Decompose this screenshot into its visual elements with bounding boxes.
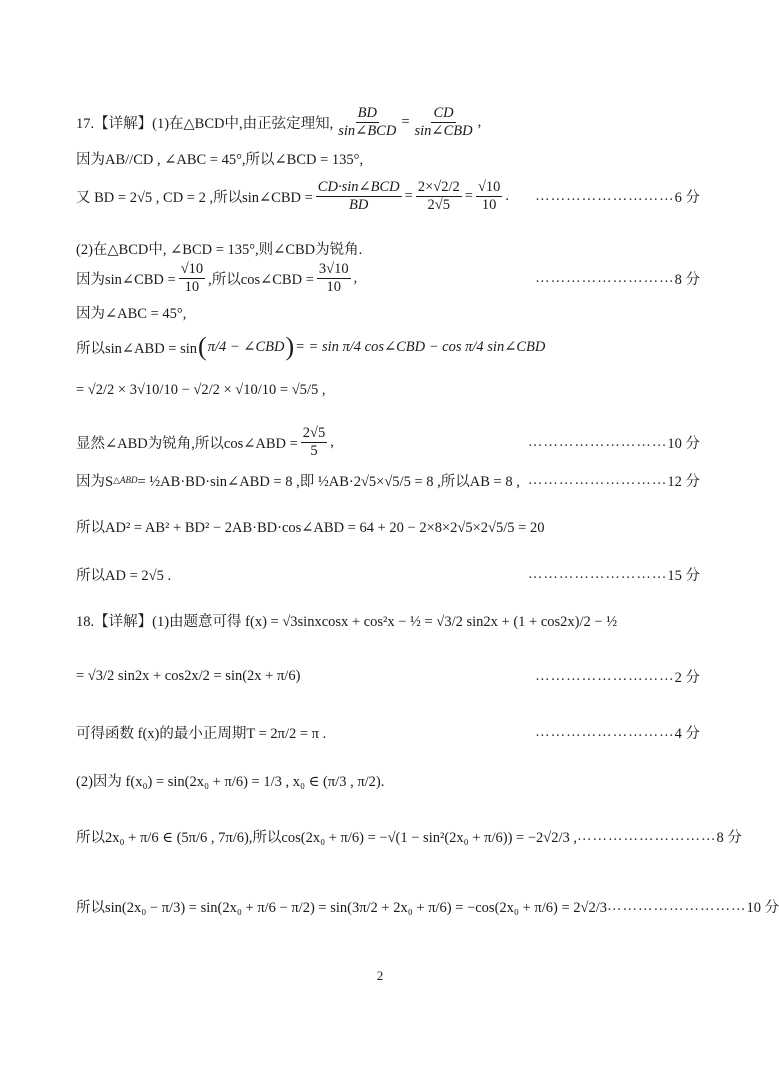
fraction: $\frac{√10}{10}$ (180, 261, 204, 296)
fraction: $\frac{\text{CD·sin∠BCD}}{BD}$ (317, 179, 400, 214)
p17-line-12: 所以AD = 2√5 . ……………………… 15 分 (76, 566, 700, 584)
score: 6 分 (674, 190, 700, 207)
score: 8 分 (674, 272, 700, 289)
p18-line-4: (2)因为 f(x₀) = sin(2x₀ + π/6) = 1/3 , x₀ ∈ (π/3 , π/2). (76, 774, 385, 790)
fraction: $\frac{CD}{\text{sin∠CBD}}$ (414, 105, 473, 140)
p17-line-3: 又 BD = 2√5 , CD = 2 ,所以sin∠CBD = $\frac{\text{CD·sin∠BCD}}{BD}$ = $\frac{2\times√2/2}{2√5}$ = $\frac{√10}{10}$ . ……………………… 6 分 (76, 179, 700, 214)
p17-intro: 17.【详解】(1)在△BCD中,由正弦定理知, (76, 116, 334, 133)
p18-line-1: 18.【详解】(1)由题意可得 f(x) = √3sinxcosx + cos²x − ½ = √3/2 sin2x + (1 + cos2x)/2 − ½ (76, 614, 618, 630)
p17-line-8: = √2/2 × 3√10/10 − √2/2 × √10/10 = √5/5 , (76, 382, 326, 398)
p17-line-2: 因为AB//CD , ∠ABC = 45°,所以∠BCD = 135°, (76, 152, 364, 168)
p18-line-6: 所以sin(2x₀ − π/3) = sin(2x₀ + π/6 − π/2) = sin(3π/2 + 2x₀ + π/6) = −cos(2x₀ + π/6) = 2√2/3 ……………………… 10 分 (76, 898, 779, 916)
p18-line-5: 所以2x₀ + π/6 ∈ (5π/6 , 7π/6),所以cos(2x₀ + π/6) = −√(1 − sin²(2x₀ + π/6)) = −2√2/3 , ……………………… 8 分 (76, 828, 742, 846)
page-number: 2 (376, 968, 384, 983)
fraction: $\frac{BD}{\text{sin∠BCD}}$ (338, 105, 397, 140)
score: 4 分 (674, 726, 700, 742)
score: 12 分 (667, 474, 700, 490)
p17-line-4: (2)在△BCD中, ∠BCD = 135°,则∠CBD为锐角. (76, 242, 363, 258)
score: 10 分 (746, 900, 779, 916)
p17-line-1: 17.【详解】(1)在△BCD中,由正弦定理知, $\frac{BD}{\text{sin∠BCD}}$ = $\frac{CD}{\text{sin∠CBD}}$ , (76, 105, 482, 140)
p17-line-11: 所以AD² = AB² + BD² − 2AB·BD·cos∠ABD = 64 + 20 − 2×8×2√5×2√5/5 = 20 (76, 520, 545, 536)
p17-line-7: 所以sin∠ABD = sin ( π/4 − ∠CBD ) = = sin π/4 cos∠CBD − cos π/4 sin∠CBD (76, 332, 546, 361)
p17-line-10: 因为S △ABD = ½AB·BD·sin∠ABD = 8 ,即 ½AB·2√5×√5/5 = 8 ,所以AB = 8 , ……………………… 12 分 (76, 472, 700, 490)
fraction: $\frac{2\times√2/2}{2√5}$ (417, 179, 460, 214)
fraction: $\frac{√10}{10}$ (477, 179, 501, 214)
p17-line-5: 因为sin∠CBD = $\frac{√10}{10}$ ,所以cos∠CBD = $\frac{3√10}{10}$ , ……………………… 8 分 (76, 261, 700, 296)
score: 2 分 (674, 670, 700, 686)
score: 10 分 (667, 436, 700, 453)
score: 8 分 (716, 830, 742, 846)
p17-line-6: 因为∠ABC = 45°, (76, 306, 187, 322)
p18-line-2: = √3/2 sin2x + cos2x/2 = sin(2x + π/6) ……………………… 2 分 (76, 668, 700, 686)
score: 15 分 (667, 568, 700, 584)
fraction: $\frac{2√5}{5}$ (302, 425, 326, 460)
p18-line-3: 可得函数 f(x)的最小正周期T = 2π/2 = π . ……………………… 4 分 (76, 724, 700, 742)
fraction: $\frac{3√10}{10}$ (318, 261, 349, 296)
p17-line-9: 显然∠ABD为锐角,所以cos∠ABD = $\frac{2√5}{5}$ , ……………………… 10 分 (76, 425, 700, 460)
